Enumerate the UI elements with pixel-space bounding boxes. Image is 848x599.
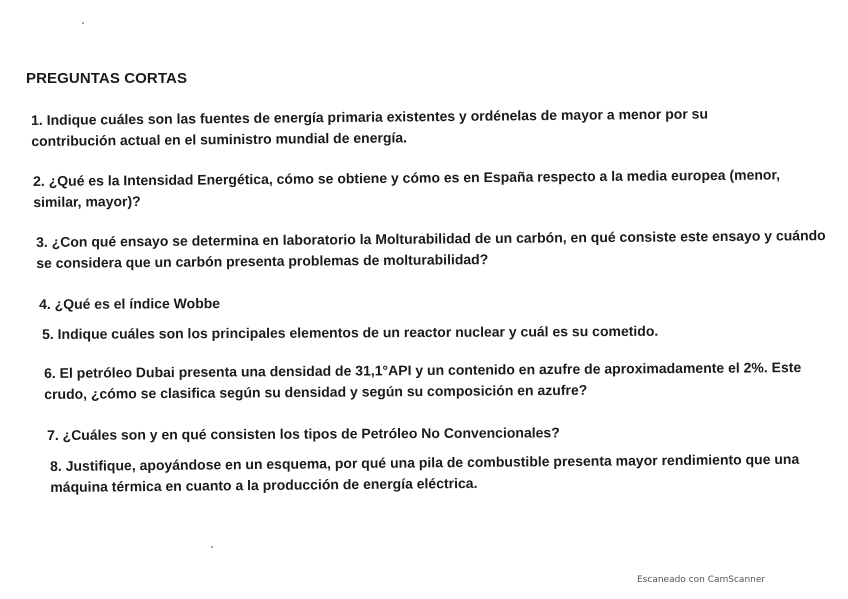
question-2: 2. ¿Qué es la Intensidad Energética, cómo se obtiene y cómo es en España respecto a la media europea (menor, similar, mayor)? [33,166,781,210]
question-6: 6. El petróleo Dubai presenta una densidad de 31,1°API y un contenido en azufre de aproximadamente el 2%. Este crudo, ¿cómo se clasifica según su densidad y según su composición en azufre? [44,359,802,402]
question-8: 8. Justifique, apoyándose en un esquema, por qué una pila de combustible presenta mayor rendimiento que una máquina térmica en cuanto a la producción de energía eléctrica. [50,450,800,495]
question-5: 5. Indique cuáles son los principales elementos de un reactor nuclear y cuál es su cometido. [42,322,659,342]
question-4: 4. ¿Qué es el índice Wobbe [39,295,221,312]
question-7: 7. ¿Cuáles son y en qué consisten los tipos de Petróleo No Convencionales? [47,424,560,443]
question-3: 3. ¿Con qué ensayo se determina en laboratorio la Molturabilidad de un carbón, en qué consiste este ensayo y cuándo se considera que un carbón presenta problemas de molturabilidad? [36,227,826,271]
section-heading: PREGUNTAS CORTAS [26,70,188,87]
scanner-watermark: Escaneado con CamScanner [637,575,766,585]
question-1: 1. Indique cuáles son las fuentes de energía primaria existentes y ordénelas de mayor a menor por su contribución actual en el suministro mundial de energía. [31,105,709,149]
